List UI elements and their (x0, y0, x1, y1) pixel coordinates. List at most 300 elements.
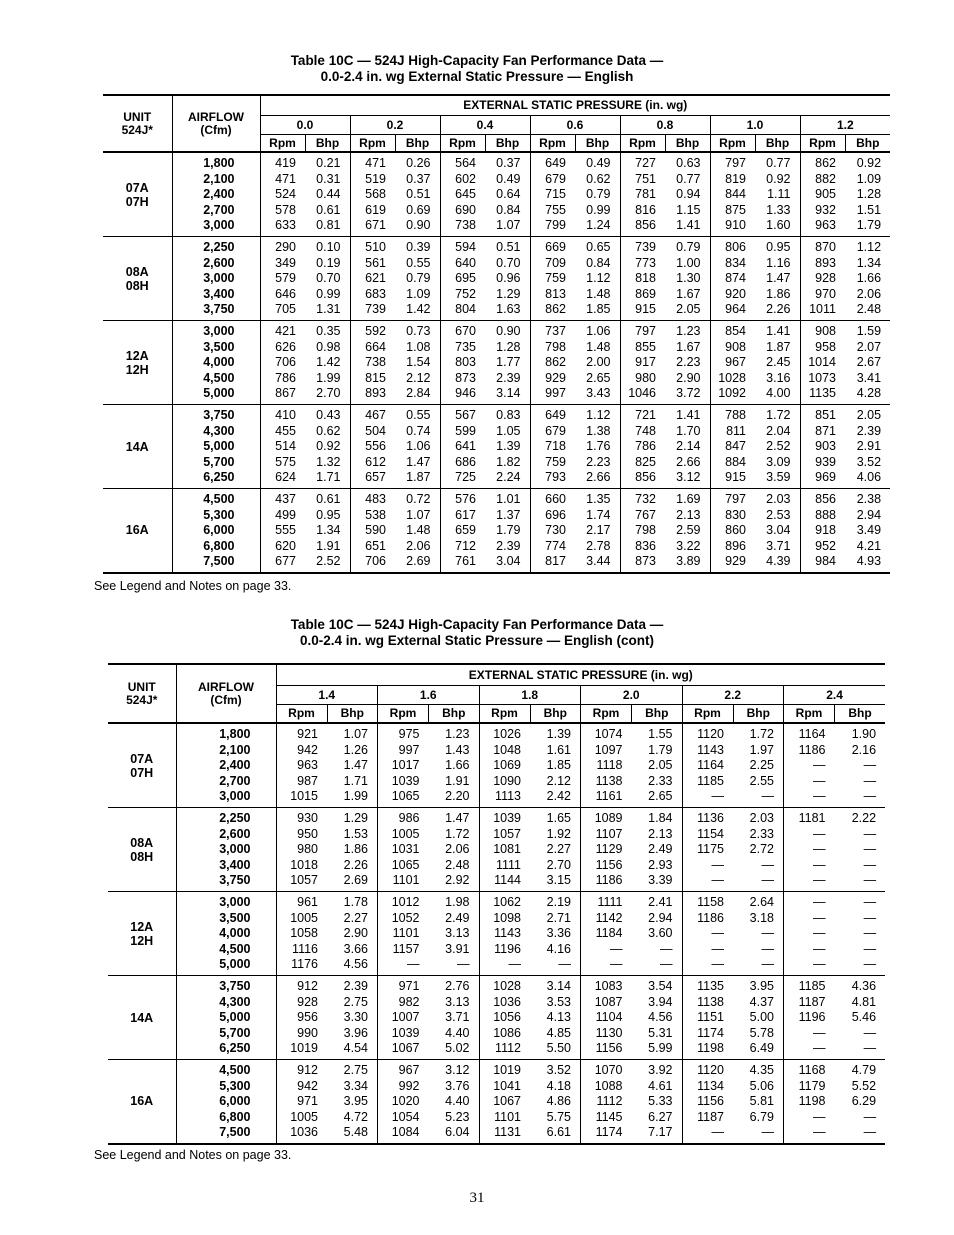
bhp-value: 2.52 (305, 554, 350, 573)
bhp-value: 1.37 (496, 507, 521, 522)
rpm-value: 1135 (800, 386, 845, 405)
rpm-value: 761 (440, 554, 485, 573)
bhp-value: 1.63 (496, 302, 521, 316)
rpm-value: 670 (440, 321, 485, 340)
rpm-value: 499 (260, 508, 305, 524)
bhp-value: 0.81 (316, 218, 341, 232)
table-row (108, 789, 885, 808)
bhp-value: — (863, 1025, 877, 1040)
rpm-value: 1168 (784, 1060, 835, 1079)
bhp-value: 2.70 (316, 386, 341, 400)
rpm-header: Rpm (682, 704, 733, 723)
table-row (108, 995, 885, 1011)
bhp-value: 2.78 (586, 538, 611, 553)
rpm-value: 1142 (581, 911, 632, 927)
rpm-value: 594 (440, 237, 485, 256)
bhp-value: 2.20 (445, 789, 470, 803)
rpm-value: 1143 (479, 926, 530, 942)
bhp-value: 0.19 (316, 255, 341, 270)
rpm-value: 806 (710, 237, 755, 256)
airflow-value: 3,500 (172, 340, 260, 356)
bhp-value: 2.55 (749, 773, 774, 788)
rpm-value: 1054 (378, 1110, 429, 1126)
rpm-value: 752 (440, 287, 485, 303)
table-row (103, 271, 890, 287)
rpm-value: 1161 (581, 789, 632, 808)
rpm-value: — (784, 1125, 835, 1144)
rpm-value: 1187 (682, 1110, 733, 1126)
bhp-value: 2.69 (343, 873, 368, 887)
unit-label-line: 08H (125, 278, 149, 293)
rpm-value: 903 (800, 439, 845, 455)
bhp-value: 4.81 (851, 994, 877, 1009)
bhp-value: 1.61 (546, 742, 571, 757)
table-row (108, 873, 885, 892)
esp-header: EXTERNAL STATIC PRESSURE (in. wg) (260, 95, 890, 115)
table-row (103, 439, 890, 455)
bhp-value: 1.86 (766, 286, 791, 301)
rpm-value: 467 (350, 405, 395, 424)
bhp-value: 0.79 (406, 271, 431, 285)
bhp-value: 5.06 (749, 1078, 774, 1093)
rpm-header: Rpm (440, 134, 485, 152)
table-row (108, 892, 885, 911)
rpm-value: 834 (710, 256, 755, 272)
bhp-value: 0.55 (406, 255, 431, 270)
airflow-value: 4,500 (176, 1060, 276, 1079)
rpm-value: 1130 (581, 1026, 632, 1042)
bhp-value: 0.62 (586, 171, 611, 186)
rpm-value: 679 (530, 424, 575, 440)
bhp-value: 0.77 (676, 171, 701, 186)
rpm-value: 929 (530, 371, 575, 387)
bhp-value: 0.96 (496, 271, 521, 285)
rpm-value: 660 (530, 489, 575, 508)
table-row (103, 256, 890, 272)
table-row (108, 842, 885, 858)
rpm-value: 592 (350, 321, 395, 340)
bhp-value: 2.66 (676, 454, 701, 469)
rpm-value: 1186 (581, 873, 632, 892)
rpm-value: 751 (620, 172, 665, 188)
bhp-value: — (660, 957, 673, 971)
rpm-header: Rpm (710, 134, 755, 152)
bhp-value: 2.75 (343, 994, 368, 1009)
rpm-value: 671 (350, 218, 395, 237)
rpm-value: 640 (440, 256, 485, 272)
rpm-value: 961 (276, 892, 327, 911)
table-row (108, 1094, 885, 1110)
table-row (103, 539, 890, 555)
rpm-value: 471 (350, 152, 395, 172)
bhp-value: 2.67 (856, 355, 882, 369)
rpm-value: 1083 (581, 976, 632, 995)
rpm-value: 990 (276, 1026, 327, 1042)
rpm-value: 437 (260, 489, 305, 508)
bhp-value: 0.99 (586, 202, 611, 217)
bhp-value: 1.72 (755, 405, 800, 424)
unit-label-line: 07A (125, 180, 149, 195)
airflow-value: 2,400 (172, 187, 260, 203)
header-row (108, 664, 885, 685)
bhp-value: — (863, 957, 877, 971)
airflow-value: 4,000 (172, 355, 260, 371)
bhp-value: 1.42 (316, 355, 341, 369)
rpm-value: 621 (350, 271, 395, 287)
table-row (108, 911, 885, 927)
pressure-header: 0.2 (350, 115, 440, 134)
rpm-value: 1135 (682, 976, 733, 995)
rpm-value: 706 (350, 554, 395, 573)
bhp-value: 2.48 (445, 857, 470, 872)
bhp-value: 2.24 (496, 470, 521, 484)
bhp-value: — (457, 957, 470, 971)
bhp-value: 1.97 (749, 742, 774, 757)
rpm-value: 1070 (581, 1060, 632, 1079)
rpm-value: 1005 (378, 827, 429, 843)
bhp-value: 1.41 (665, 405, 710, 424)
rpm-value: 1138 (682, 995, 733, 1011)
unit-label-line: 16A (125, 523, 149, 538)
bhp-value: 3.49 (856, 523, 882, 537)
bhp-value: 0.90 (485, 321, 530, 340)
rpm-header: Rpm (620, 134, 665, 152)
rpm-value: 873 (440, 371, 485, 387)
bhp-value: 1.48 (586, 339, 611, 354)
bhp-value: 4.28 (856, 386, 882, 400)
rpm-value: 696 (530, 508, 575, 524)
airflow-header (172, 95, 260, 152)
bhp-value: 0.77 (755, 152, 800, 172)
bhp-value: 4.21 (856, 538, 882, 553)
rpm-value: — (784, 1110, 835, 1126)
rpm-value: 669 (530, 237, 575, 256)
rpm-value: 1087 (581, 995, 632, 1011)
rpm-value: 921 (276, 723, 327, 743)
rpm-value: 1179 (784, 1079, 835, 1095)
rpm-value: 860 (710, 523, 755, 539)
unit-label-line: 14A (130, 1010, 154, 1025)
rpm-value: 1184 (581, 926, 632, 942)
airflow-value: 4,300 (172, 424, 260, 440)
bhp-value: 1.47 (406, 454, 431, 469)
rpm-header: Rpm (530, 134, 575, 152)
rpm-value: 633 (260, 218, 305, 237)
pressure-header: 2.4 (784, 685, 886, 704)
bhp-value: 1.79 (648, 742, 673, 757)
unit-label-line: 12A (130, 919, 154, 934)
rpm-value: 567 (440, 405, 485, 424)
rpm-value: 677 (260, 554, 305, 573)
rpm-value: 987 (276, 774, 327, 790)
bhp-value: 1.41 (676, 218, 701, 232)
rpm-value: 1073 (800, 371, 845, 387)
table-row (103, 489, 890, 508)
rpm-value: 1187 (784, 995, 835, 1011)
rpm-value: 1019 (479, 1060, 530, 1079)
rpm-value: 1104 (581, 1010, 632, 1026)
bhp-value: — (660, 941, 673, 956)
bhp-value: 1.09 (856, 171, 882, 186)
bhp-value: 2.38 (845, 489, 890, 508)
bhp-value: — (863, 926, 877, 940)
rpm-value: 561 (350, 256, 395, 272)
table-title-line2: 0.0-2.4 in. wg External Static Pressure — English (320, 69, 634, 84)
rpm-value: 738 (440, 218, 485, 237)
bhp-value: 2.03 (733, 808, 784, 827)
bhp-value: 3.89 (665, 554, 710, 573)
rpm-value: — (784, 789, 835, 808)
airflow-value: 3,400 (176, 858, 276, 874)
bhp-value: 5.52 (851, 1078, 877, 1093)
bhp-value: 1.23 (429, 723, 480, 743)
bhp-value: 1.33 (766, 202, 791, 217)
bhp-value: 6.27 (648, 1109, 673, 1124)
bhp-value: 4.61 (648, 1078, 673, 1093)
table-row (103, 340, 890, 356)
rpm-value: 645 (440, 187, 485, 203)
bhp-value: 0.84 (496, 202, 521, 217)
table-row (108, 1125, 885, 1144)
bhp-value: 0.49 (496, 171, 521, 186)
airflow-value: 4,500 (172, 371, 260, 387)
unit-label-line: 12H (130, 933, 154, 948)
bhp-value: 0.63 (665, 152, 710, 172)
bhp-value: 2.13 (676, 507, 701, 522)
rpm-value: 619 (350, 203, 395, 219)
bhp-value: 0.44 (316, 187, 341, 201)
table-row (108, 1026, 885, 1042)
page-number: 31 (469, 1190, 485, 1206)
table-row (108, 1010, 885, 1026)
bhp-value: 1.26 (343, 742, 368, 757)
bhp-value: 0.92 (845, 152, 890, 172)
rpm-value: 946 (440, 386, 485, 405)
bhp-value: 0.43 (305, 405, 350, 424)
bhp-value: 4.85 (546, 1025, 571, 1040)
bhp-value: 7.17 (632, 1125, 683, 1144)
table-row (103, 424, 890, 440)
bhp-value: 5.50 (546, 1041, 571, 1055)
rpm-value: 1174 (682, 1026, 733, 1042)
bhp-value: 2.13 (648, 826, 673, 841)
bhp-value: 1.07 (327, 723, 378, 743)
rpm-value: 1186 (682, 911, 733, 927)
rpm-value: 759 (530, 455, 575, 471)
bhp-value: 1.15 (676, 202, 701, 217)
airflow-value: 1,800 (176, 723, 276, 743)
bhp-header: Bhp (755, 134, 800, 152)
bhp-value: 1.53 (343, 826, 368, 841)
bhp-value: 1.39 (530, 723, 581, 743)
bhp-value: — (863, 773, 877, 788)
table-row (108, 774, 885, 790)
airflow-value: 5,000 (176, 1010, 276, 1026)
rpm-value: 410 (260, 405, 305, 424)
airflow-value: 4,000 (176, 926, 276, 942)
airflow-value: 3,750 (176, 976, 276, 995)
rpm-value: 855 (620, 340, 665, 356)
rpm-value: 920 (710, 287, 755, 303)
rpm-value: 1015 (276, 789, 327, 808)
rpm-value: 1151 (682, 1010, 733, 1026)
bhp-value: 2.12 (406, 370, 431, 385)
table-row (103, 187, 890, 203)
bhp-value: 5.78 (749, 1025, 774, 1040)
bhp-value: 0.70 (316, 271, 341, 285)
rpm-value: 1164 (682, 758, 733, 774)
bhp-value: 3.54 (632, 976, 683, 995)
rpm-value: 811 (710, 424, 755, 440)
bhp-value: 1.16 (766, 255, 791, 270)
rpm-value: 709 (530, 256, 575, 272)
rpm-value: 882 (800, 172, 845, 188)
rpm-value: 980 (620, 371, 665, 387)
bhp-value: — (761, 957, 774, 971)
bhp-value: 3.15 (546, 873, 571, 887)
airflow-value: 3,000 (172, 218, 260, 237)
bhp-value: 3.43 (586, 386, 611, 400)
rpm-value: 1086 (479, 1026, 530, 1042)
rpm-value: — (784, 827, 835, 843)
bhp-value: 2.05 (648, 758, 673, 772)
rpm-value: 928 (800, 271, 845, 287)
rpm-value: 1031 (378, 842, 429, 858)
rpm-value: 975 (378, 723, 429, 743)
rpm-value: 626 (260, 340, 305, 356)
rpm-value: 918 (800, 523, 845, 539)
unit-label-line: 07H (130, 765, 154, 780)
rpm-value: 819 (710, 172, 755, 188)
pressure-header: 1.2 (800, 115, 890, 134)
bhp-value: 6.61 (530, 1125, 581, 1144)
bhp-value: 5.33 (648, 1094, 673, 1108)
bhp-header: Bhp (395, 134, 440, 152)
bhp-value: 1.28 (496, 339, 521, 354)
table-row (103, 203, 890, 219)
airflow-value: 4,300 (176, 995, 276, 1011)
rpm-value: 950 (276, 827, 327, 843)
bhp-value: 2.66 (586, 470, 611, 484)
bhp-value: 1.08 (406, 339, 431, 354)
rpm-value: 455 (260, 424, 305, 440)
rpm-value: 952 (800, 539, 845, 555)
bhp-value: 5.48 (327, 1125, 378, 1144)
rpm-value: 1097 (581, 743, 632, 759)
table-row (103, 237, 890, 256)
unit-label (108, 808, 176, 892)
bhp-value: 0.74 (406, 423, 431, 438)
bhp-value: 2.48 (856, 302, 882, 316)
rpm-header: Rpm (350, 134, 395, 152)
bhp-value: 4.35 (733, 1060, 784, 1079)
rpm-value: 847 (710, 439, 755, 455)
bhp-value: 6.79 (749, 1109, 774, 1124)
bhp-value: 1.98 (429, 892, 480, 911)
rpm-value: — (784, 858, 835, 874)
rpm-value: — (682, 926, 733, 942)
rpm-value: 1101 (378, 926, 429, 942)
table-row (108, 743, 885, 759)
rpm-value: 908 (710, 340, 755, 356)
bhp-value: 1.86 (343, 842, 368, 856)
bhp-value: 0.92 (316, 439, 341, 453)
bhp-value: 2.39 (327, 976, 378, 995)
rpm-value: 1111 (479, 858, 530, 874)
rpm-value: 514 (260, 439, 305, 455)
rpm-value: 1164 (784, 723, 835, 743)
table-title-line1: Table 10C — 524J High-Capacity Fan Performance Data — (290, 53, 664, 68)
bhp-value: 1.06 (575, 321, 620, 340)
rpm-value: 797 (620, 321, 665, 340)
pressure-header: 0.0 (260, 115, 350, 134)
bhp-value: 3.52 (856, 454, 882, 469)
rpm-value: 1131 (479, 1125, 530, 1144)
bhp-value: 3.14 (496, 386, 521, 400)
rpm-value: 1011 (800, 302, 845, 321)
airflow-value: 6,250 (172, 470, 260, 489)
airflow-value: 2,100 (172, 172, 260, 188)
rpm-value: 556 (350, 439, 395, 455)
table-row (103, 172, 890, 188)
rpm-value: 679 (530, 172, 575, 188)
table-row (108, 976, 885, 995)
bhp-value: 2.69 (395, 554, 440, 573)
bhp-value: 1.54 (406, 355, 431, 369)
bhp-value: 4.40 (445, 1094, 470, 1108)
table-row (103, 371, 890, 387)
rpm-value: 942 (276, 743, 327, 759)
bhp-value: 1.85 (546, 758, 571, 772)
rpm-value: 1112 (581, 1094, 632, 1110)
bhp-value: 1.29 (327, 808, 378, 827)
bhp-value: — (863, 842, 877, 856)
bhp-value: 1.78 (327, 892, 378, 911)
bhp-value: 1.87 (766, 339, 791, 354)
pressure-header: 2.2 (682, 685, 784, 704)
bhp-value: 1.72 (733, 723, 784, 743)
bhp-value: 2.39 (856, 423, 882, 438)
esp-header: EXTERNAL STATIC PRESSURE (in. wg) (276, 664, 885, 685)
bhp-value: — (863, 789, 877, 803)
rpm-value: 1134 (682, 1079, 733, 1095)
rpm-value: 888 (800, 508, 845, 524)
unit-label-line: 12H (125, 362, 149, 377)
bhp-value: — (835, 892, 886, 911)
rpm-value: 1129 (581, 842, 632, 858)
rpm-value: 1154 (682, 827, 733, 843)
bhp-value: 2.06 (406, 538, 431, 553)
bhp-value: 2.65 (586, 370, 611, 385)
airflow-header-line: AIRFLOW (198, 679, 254, 694)
airflow-header-line: AIRFLOW (188, 109, 244, 124)
rpm-value: — (682, 1125, 733, 1144)
rpm-value: 967 (378, 1060, 429, 1079)
rpm-value: 695 (440, 271, 485, 287)
table-row (103, 386, 890, 405)
bhp-value: 1.29 (496, 286, 521, 301)
bhp-value: 0.99 (316, 286, 341, 301)
bhp-value: 5.46 (851, 1010, 877, 1024)
rpm-value: 980 (276, 842, 327, 858)
rpm-value: 739 (620, 237, 665, 256)
bhp-value: 2.75 (327, 1060, 378, 1079)
bhp-value: 0.92 (766, 171, 791, 186)
bhp-value: 2.25 (749, 758, 774, 772)
bhp-value: 1.84 (632, 808, 683, 827)
bhp-value: 2.52 (766, 439, 791, 453)
bhp-value: 0.79 (665, 237, 710, 256)
